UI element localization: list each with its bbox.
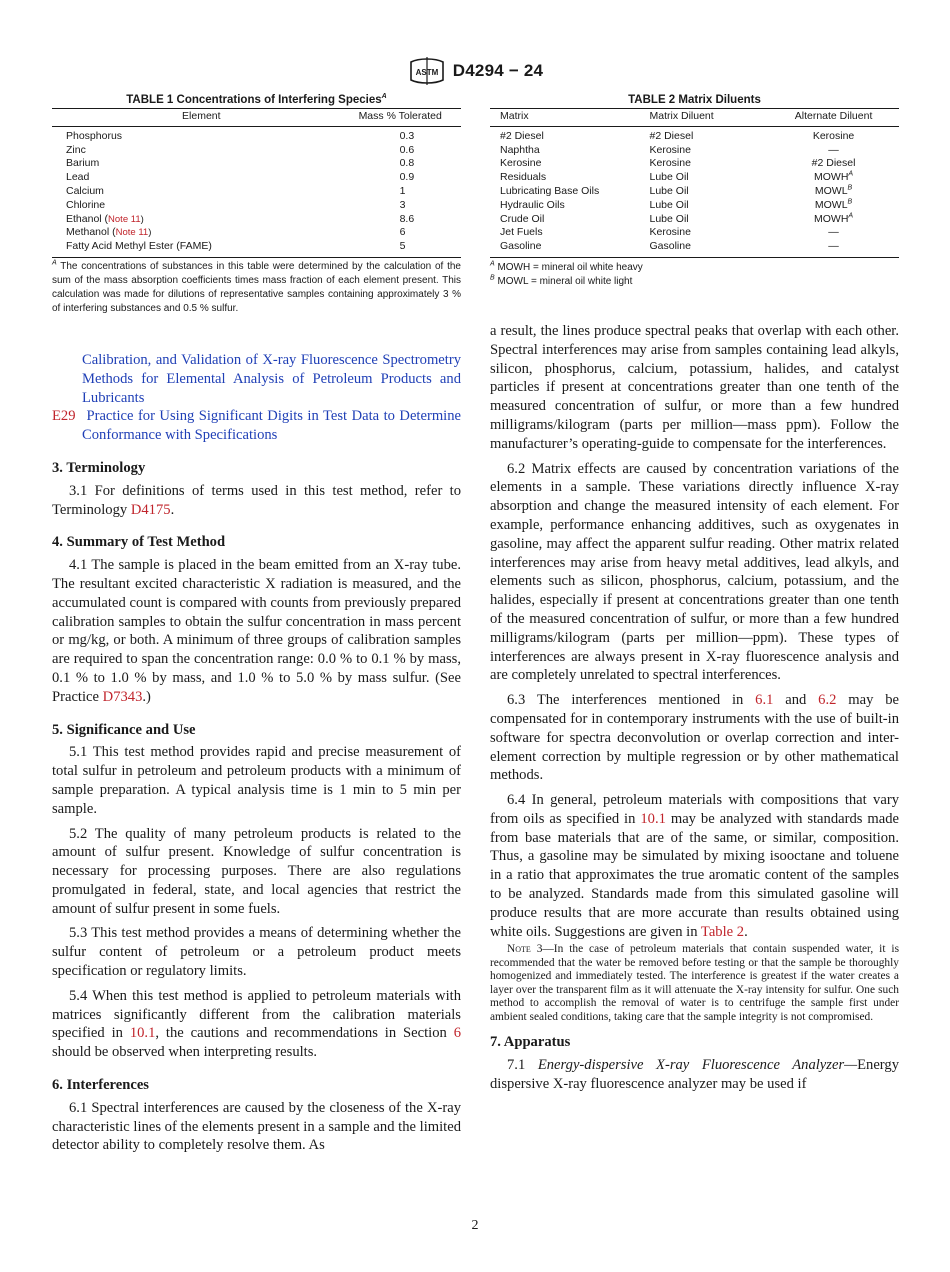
table1-cell-element: Calcium xyxy=(66,184,104,197)
table2-row xyxy=(490,126,899,143)
table1-header-element: Element xyxy=(52,109,351,127)
note-11-link[interactable]: Note 11 xyxy=(108,213,141,225)
section-6-heading: 6. Interferences xyxy=(52,1077,149,1094)
table2-footnote: $^A$ MOWH = mineral oil white heavy xyxy=(490,260,643,273)
table1-cell-value: 0.3 xyxy=(399,129,415,142)
table2-caption: TABLE 2 Matrix Diluents xyxy=(628,94,761,106)
table2-cell-matrix: #2 Diesel xyxy=(500,129,544,142)
link-d4175[interactable]: D4175 xyxy=(130,501,171,518)
table1-cell-value: 5 xyxy=(351,240,461,257)
paragraph-5-3: 5.3 This test method provides a means of determining whether the sulfur content of petroleum or a petroleum product meets specification or regulatory limits. xyxy=(52,925,461,980)
table1-row xyxy=(52,144,461,158)
paragraph-6-4: 6.4 In general, petroleum materials with compositions that vary from oils as specified in 10.1 may be analyzed with standards made from base materials that are of the same, or similar, composition. Thus, a gasoline may be simulated by mixing isooctane and toluene in a ratio that approximates the true aromatic content of the samples to be analyzed. Standards made from this simulated gasoline will produce results that are more accurate than results obtained using white oils. Suggestions are given in Table 2. xyxy=(490,792,899,940)
table2-row xyxy=(490,171,899,185)
paragraph-6-1-start: 6.1 Spectral interferences are caused by the closeness of the X-ray characteristic lines of the elements present in a sample and the limited detector ability to completely resolve them. As xyxy=(52,1099,461,1154)
table2-cell-matrix: Residuals xyxy=(500,171,547,184)
astm-logo-icon xyxy=(407,56,447,86)
reference-continued: Calibration, and Validation of X-ray Fluorescence Spectrometry Methods for Elemental Analysis of Petroleum Products and Lubricants xyxy=(82,351,461,406)
table2-cell-matrix: Crude Oil xyxy=(500,212,545,225)
table2-cell-matrix: Naphtha xyxy=(500,143,540,156)
table1-cell-value: 1 xyxy=(399,184,406,197)
table1-footnote: $^A$ The concentrations of substances in this table were determined by the calculation of the sum of the mass absorption coefficients times mass fraction of each element present. This calculation was made for dilutions of representative samples containing approximately 3 % of interfering substances and 0.5 % sulfur. xyxy=(52,259,461,314)
paragraph-5-4: 5.4 When this test method is applied to petroleum materials with matrices significantly different from the calibration materials specified in 10.1, the cautions and recommendations in Section 6 should be observed when interpreting results. xyxy=(52,987,462,1061)
reference-e29-link[interactable]: E29 xyxy=(52,408,76,425)
note-3: Note 3—In the case of petroleum materials that contain suspended water, it is recommended that the water be removed before testing or that the sample be thoroughly homogenized and immediately tested. The interference is greatest if the water creates a layer over the transparent film as it will attenuate the X-ray intensity for sulfur. One such method to accomplish the removal of water is to centrifuge the sample first under ambient sealed conditions, taking care that the sample integrity is not compromised. xyxy=(490,943,900,1023)
table2-row xyxy=(490,240,899,257)
table1-cell-value: 0.8 xyxy=(399,157,415,170)
table2-row xyxy=(490,144,899,158)
table1-cell-value: 0.6 xyxy=(399,143,415,156)
table2-cell-diluent: Kerosine xyxy=(649,226,691,239)
table2-cell-alternate: #2 Diesel xyxy=(811,157,856,170)
table2-cell-alternate: — xyxy=(828,143,839,156)
table2-cell-matrix: Hydraulic Oils xyxy=(500,198,565,211)
table1-cell-element: Methanol (Note 11) xyxy=(66,226,152,239)
left-column xyxy=(52,92,461,1155)
table2-header-diluent: Matrix Diluent xyxy=(650,109,769,127)
paragraph-4-1: 4.1 The sample is placed in the beam emitted from an X-ray tube. The resultant excited characteristic X radiation is measured, and the accumulated count is compared with counts from previously prepared calibration samples to obtain the sulfur concentration in mass percent or mg/kg, or both. A minimum of three groups of calibration samples are required to span the concentration range: 0.0 % to 0.1 % by mass, 0.1 % to 1.0 % by mass, and 1.0 % to 5.0 % by mass sulfur. (See Practice D7343.) xyxy=(52,557,461,705)
table1-cell-element: Chlorine xyxy=(66,198,106,211)
table1-cell-element: Barium xyxy=(66,157,100,170)
table1-cell-element: Zinc xyxy=(66,143,86,156)
table2-cell-diluent: Gasoline xyxy=(650,240,769,257)
table2-row xyxy=(490,157,899,171)
table2-cell-alternate: $MOWH^A$ xyxy=(814,212,854,225)
section-3-heading: 3. Terminology xyxy=(52,459,146,476)
table2-cell-matrix: Kerosine xyxy=(500,157,542,170)
table2-cell-alternate: — xyxy=(768,240,899,257)
section-5-heading: 5. Significance and Use xyxy=(52,721,196,738)
table1-cell-element: Fatty Acid Methyl Ester (FAME) xyxy=(52,240,351,257)
paragraph-7-1: 7.1 Energy-dispersive X-ray Fluorescence Analyzer—Energy dispersive X-ray fluorescence analyzer may be used if xyxy=(490,1057,899,1093)
link-table-2[interactable]: Table 2 xyxy=(700,923,745,940)
section-4-heading: 4. Summary of Test Method xyxy=(52,534,226,551)
table2-cell-alternate: Kerosine xyxy=(812,129,855,142)
table1-row xyxy=(52,199,461,213)
document-designation: D4294 − 24 xyxy=(452,61,544,80)
paragraph-5-1: 5.1 This test method provides rapid and precise measurement of total sulfur in petroleum and petroleum products with a minimum of sample preparation. A typical analysis time is 1 min to 5 min per sample. xyxy=(52,744,461,817)
table2-header-alternate: Alternate Diluent xyxy=(768,109,899,127)
table1-row xyxy=(52,185,461,199)
table1-row xyxy=(52,226,461,240)
table2-cell-diluent: #2 Diesel xyxy=(649,129,694,142)
paragraph-6-1-cont: a result, the lines produce spectral peaks that overlap with each other. Spectral interferences may arise from samples containing lead alkyls, silicon, phosphorus, calcium, potassium, halides, and catalyst particles if present at concentrations greater than one tenth of the measured concentration of sulfur, or more than a few hundred milligrams/kilogram (parts per million—mass ppm). Follow the manufacturer’s operating-guide to compensate for the interferences. xyxy=(490,322,899,452)
table1-row xyxy=(52,240,461,257)
table2-cell-alternate: $MOWL^B$ xyxy=(814,198,853,211)
link-6-1[interactable]: 6.1 xyxy=(755,692,774,709)
paragraph-6-2: 6.2 Matrix effects are caused by concentration variations of the elements in a sample. These variations directly influence X-ray absorption and change the measured intensity of each element. For example, performance enhancing additives, such as oxygenates in gasoline, may affect the apparent sulfur reading. Other matrix related interferences may arise from heavy metal additives, lead alkyls, and elements such as silicon, phosphorus, calcium, potassium, and the halides, especially if present at concentrations greater than one tenth of the measured concentration of sulfur, or more than a few hundred milligrams/kilogram (parts per million—ppm). These types of interferences are always present in X-ray fluorescence analysis and are completely unrelated to spectral interferences. xyxy=(490,460,899,684)
table2-cell-matrix: Jet Fuels xyxy=(500,226,543,239)
table2-cell-alternate: $MOWL^B$ xyxy=(814,184,853,197)
link-10-1-b[interactable]: 10.1 xyxy=(640,810,666,827)
paragraph-3-1: 3.1 For definitions of terms used in this test method, refer to Terminology D4175. xyxy=(52,482,461,518)
table2-cell-diluent: Kerosine xyxy=(649,157,691,170)
table2-cell-diluent: Lube Oil xyxy=(649,198,689,211)
table1-cell-value: 0.9 xyxy=(399,171,415,184)
reference-e29: E29 Practice for Using Significant Digits in Test Data to Determine Conformance with Specifications xyxy=(52,408,461,444)
table1-cell-value: 8.6 xyxy=(399,212,415,225)
right-column xyxy=(490,92,899,1094)
table1 xyxy=(52,108,461,258)
table2-cell-diluent: Kerosine xyxy=(649,143,691,156)
table1-caption: TABLE 1 Concentrations of Interfering Species$^A$ xyxy=(126,93,387,106)
page-header xyxy=(0,56,950,86)
table1-cell-element: Ethanol (Note 11) xyxy=(66,212,144,225)
table2-footnote: $^B$ MOWL = mineral oil white light xyxy=(490,274,633,287)
table2-cell-alternate: $MOWH^A$ xyxy=(814,170,854,184)
table2-row xyxy=(490,185,899,199)
table1-row xyxy=(52,126,461,143)
table1-cell-value: 6 xyxy=(399,226,406,239)
note-11-link[interactable]: Note 11 xyxy=(115,227,149,239)
table2-cell-alternate: — xyxy=(828,226,839,239)
table1-cell-value: 3 xyxy=(399,198,406,211)
table2-cell-matrix: Lubricating Base Oils xyxy=(500,184,600,197)
paragraph-6-3: 6.3 The interferences mentioned in 6.1 and 6.2 may be compensated for in contemporary instruments with the use of built-in software for spectra deconvolution or overlap correction and inter-element correction by multiple regression or by other mathematical methods. xyxy=(490,692,899,784)
table1-row xyxy=(52,157,461,171)
table2-cell-diluent: Lube Oil xyxy=(649,184,689,197)
table1-row xyxy=(52,213,461,227)
section-7-heading: 7. Apparatus xyxy=(490,1034,571,1051)
table1-cell-element: Lead xyxy=(66,171,90,184)
table2 xyxy=(490,108,899,258)
table2-header-matrix: Matrix xyxy=(490,109,650,127)
link-10-1[interactable]: 10.1 xyxy=(129,1025,156,1042)
page-number: 2 xyxy=(471,1218,479,1233)
table1-header-mass: Mass % Tolerated xyxy=(351,109,461,127)
table2-cell-diluent: Lube Oil xyxy=(649,171,689,184)
table1-cell-element: Phosphorus xyxy=(66,129,123,142)
link-d7343[interactable]: D7343 xyxy=(102,688,143,705)
table2-cell-diluent: Lube Oil xyxy=(649,212,689,225)
table2-row xyxy=(490,199,899,213)
logo-text: ASTM xyxy=(415,68,439,77)
paragraph-5-2: 5.2 The quality of many petroleum products is related to the amount of sulfur present. Knowledge of sulfur concentration is necessary for processing purposes. There are also regulations promulgated in federal, state, and local agencies that restrict the amount of sulfur present in some fuels. xyxy=(52,825,461,917)
table2-row xyxy=(490,226,899,240)
link-6-2[interactable]: 6.2 xyxy=(818,692,837,709)
table2-row xyxy=(490,213,899,227)
link-section-6[interactable]: 6 xyxy=(453,1025,462,1042)
table1-row xyxy=(52,171,461,185)
table2-cell-matrix: Gasoline xyxy=(490,240,650,257)
